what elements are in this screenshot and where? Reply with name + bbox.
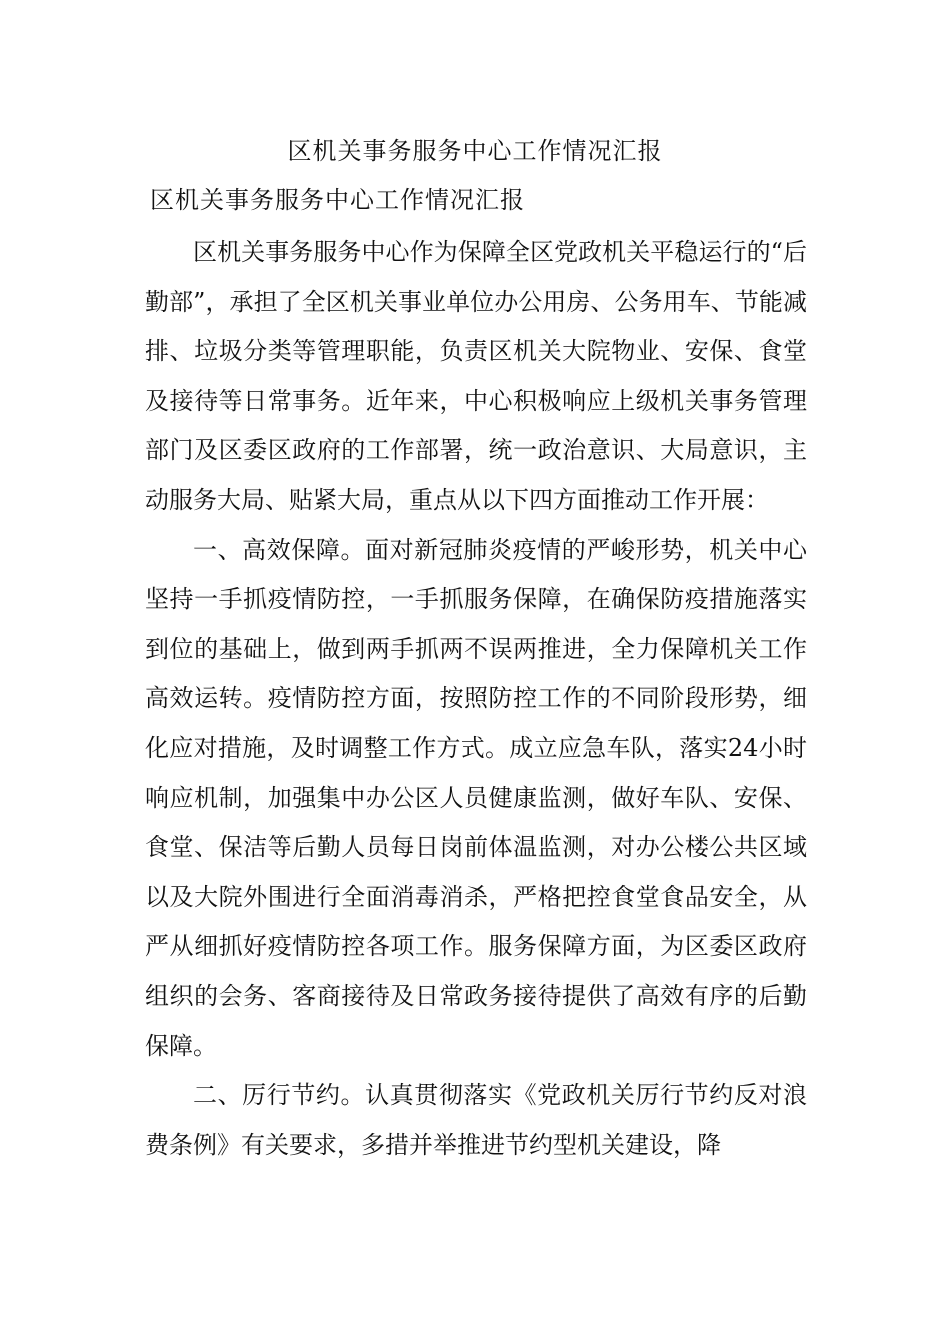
- paragraph-efficient-support: 一、高效保障。面对新冠肺炎疫情的严峻形势，机关中心坚持一手抓疫情防控，一手抓服务保障，在确保防疫措施落实到位的基础上，做到两手抓两不误两推进，全力保障机关工作高效运转。疫情防控方面，按照防控工作的不同阶段形势，细化应对措施，及时调整工作方式。成立应急车队，落实24小时响应机制，加强集中办公区人员健康监测，做好车队、安保、食堂、保洁等后勤人员每日岗前体温监测，对办公楼公共区域以及大院外围进行全面消毒消杀，严格把控食堂食品安全，从严从细抓好疫情防控各项工作。服务保障方面，为区委区政府组织的会务、客商接待及日常政务接待提供了高效有序的后勤保障。: [145, 535, 807, 1060]
- document-subtitle: 区机关事务服务中心工作情况汇报: [150, 186, 525, 214]
- document-title: 区机关事务服务中心工作情况汇报: [287, 137, 663, 165]
- paragraph-intro: 区机关事务服务中心作为保障全区党政机关平稳运行的“后勤部”，承担了全区机关事业单位办公用房、公务用车、节能减排、垃圾分类等管理职能，负责区机关大院物业、安保、食堂及接待等日常事务。近年来，中心积极响应上级机关事务管理部门及区委区政府的工作部署，统一政治意识、大局意识，主动服务大局、贴紧大局，重点从以下四方面推动工作开展：: [145, 238, 807, 514]
- document-body: [145, 228, 807, 1170]
- paragraph-thrift: 二、厉行节约。认真贯彻落实《党政机关厉行节约反对浪费条例》有关要求，多措并举推进节约型机关建设，降: [145, 1081, 807, 1159]
